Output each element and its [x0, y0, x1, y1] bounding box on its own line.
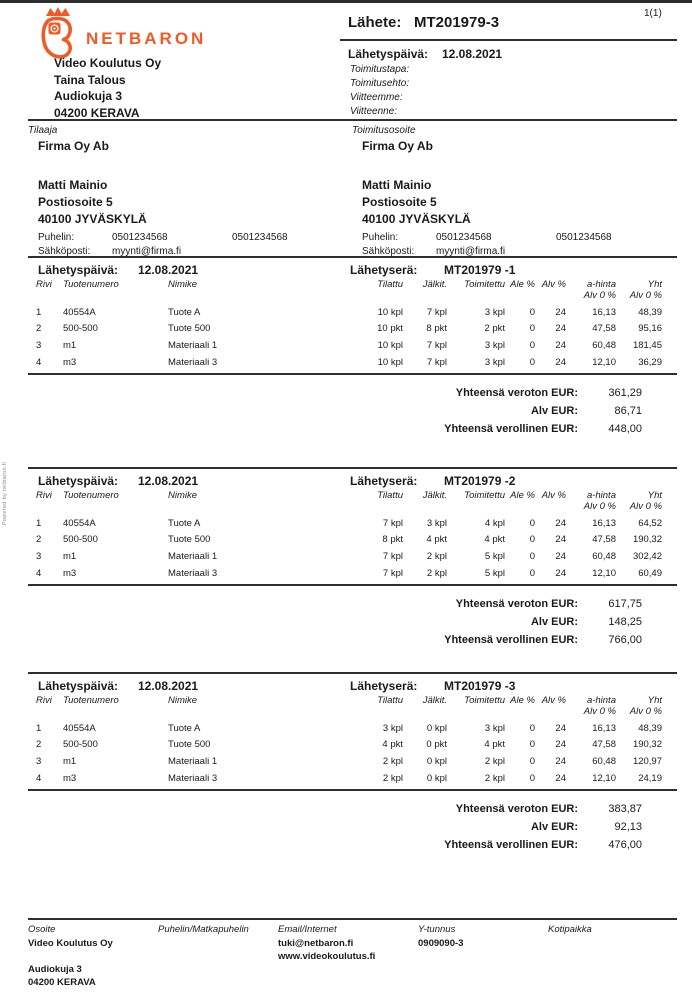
col-header-alv0: Alv 0 % [629, 501, 662, 512]
phone-number: 0501234568 [112, 232, 168, 243]
table-cell: 2 [36, 323, 42, 335]
col-header-ahinta: a-hinta [586, 279, 616, 290]
col-header-ahinta: a-hinta [586, 695, 616, 706]
col-header-ale: Ale % [510, 490, 535, 501]
table-cell: 500-500 [63, 739, 98, 751]
col-header-tuotenumero: Tuotenumero [63, 695, 119, 706]
email-value: myynti@firma.fi [436, 246, 506, 257]
table-cell: 10 pkt [377, 323, 403, 335]
footer-column-label: Email/Internet [278, 924, 337, 935]
table-cell: 7 kpl [382, 517, 403, 529]
total-value: 86,71 [614, 405, 642, 418]
table-cell: 40554A [63, 306, 96, 318]
table-cell: 2 kpl [382, 755, 403, 767]
table-row [28, 337, 662, 354]
table-cell: 64,52 [638, 517, 662, 529]
table-cell: 2 kpl [382, 772, 403, 784]
col-header-nimike: Nimike [168, 695, 198, 706]
col-header-ale: Ale % [510, 695, 535, 706]
table-cell: 24 [555, 550, 566, 562]
shipment-date-label: Lähetyspäivä: [38, 263, 119, 277]
table-body [28, 720, 677, 786]
shipment-batch-number: MT201979 -1 [444, 263, 516, 277]
totals-block [28, 384, 677, 438]
table-cell: 2 kpl [426, 567, 447, 579]
table-cell: Tuote 500 [168, 534, 211, 546]
total-label: Yhteensä verollinen EUR: [444, 634, 578, 647]
total-label: Yhteensä veroton EUR: [455, 803, 578, 816]
orderer-street: Postiosoite 5 [38, 195, 113, 209]
table-cell: 120,97 [632, 755, 662, 767]
table-cell: 1 [36, 306, 42, 318]
title-divider [340, 39, 677, 41]
table-cell: 0 [529, 739, 535, 751]
table-cell: 36,29 [638, 356, 662, 368]
footer-columns [28, 924, 677, 988]
table-cell: 1 [36, 517, 42, 529]
table-row [28, 753, 662, 770]
sender-street: Audiokuja 3 [54, 89, 123, 103]
table-cell: Materiaali 3 [168, 356, 218, 368]
table-row [28, 720, 662, 737]
table-cell: 500-500 [63, 534, 98, 546]
col-header-tuotenumero: Tuotenumero [63, 279, 119, 290]
total-row [28, 836, 642, 854]
table-cell: 60,49 [638, 567, 662, 579]
footer-column [418, 924, 463, 950]
table-cell: 4 kpl [484, 517, 505, 529]
field-your-reference: Viitteenne: [350, 106, 398, 117]
col-header-nimike: Nimike [168, 490, 198, 501]
table-cell: 500-500 [63, 323, 98, 335]
delivery-street: Postiosoite 5 [362, 195, 437, 209]
table-cell: 2 kpl [484, 755, 505, 767]
total-row [28, 402, 642, 420]
col-header-jalkit: Jälkit. [422, 490, 447, 501]
shipment-block [28, 672, 677, 854]
table-cell: 0 [529, 356, 535, 368]
phone-label: Puhelin: [38, 232, 75, 243]
col-header-jalkit: Jälkit. [422, 695, 447, 706]
col-header-yht: Yht [647, 279, 662, 290]
table-cell: 3 [36, 339, 42, 351]
table-cell: Tuote 500 [168, 323, 211, 335]
col-header-tilattu: Tilattu [377, 695, 403, 706]
table-row [28, 321, 662, 338]
col-header-alv0: Alv 0 % [629, 706, 662, 717]
col-header-yht: Yht [647, 490, 662, 501]
page-top-border [0, 0, 692, 3]
page-number: 1(1) [644, 8, 662, 19]
table-cell: 0 [529, 534, 535, 546]
table-bottom-divider [28, 789, 677, 791]
total-label: Yhteensä veroton EUR: [455, 598, 578, 611]
table-body [28, 304, 677, 370]
footer-column [278, 924, 375, 963]
email-label: Sähköposti: [38, 246, 91, 257]
table-cell: 0 [529, 722, 535, 734]
table-cell: 24 [555, 306, 566, 318]
table-cell: 12,10 [592, 567, 616, 579]
email-label: Sähköposti: [362, 246, 415, 257]
col-header-yht: Yht [647, 695, 662, 706]
total-row [28, 631, 642, 649]
table-cell: 3 kpl [484, 722, 505, 734]
shipment-date-value: 12.08.2021 [138, 263, 199, 277]
table-cell: 24 [555, 567, 566, 579]
shipment-date-label: Lähetyspäivä: [38, 474, 119, 488]
table-row [28, 565, 662, 582]
table-cell: 24 [555, 755, 566, 767]
orderer-city: 40100 JYVÄSKYLÄ [38, 212, 147, 226]
table-body [28, 515, 677, 581]
orderer-person: Matti Mainio [38, 178, 108, 192]
table-cell: 12,10 [592, 356, 616, 368]
table-cell: 24 [555, 722, 566, 734]
footer-line [28, 950, 113, 963]
orderer-block [28, 119, 348, 257]
delivery-person: Matti Mainio [362, 178, 432, 192]
table-cell: 48,39 [638, 722, 662, 734]
footer-divider [28, 918, 677, 920]
table-cell: 60,48 [592, 339, 616, 351]
table-cell: 2 pkt [484, 323, 505, 335]
table-cell: Tuote 500 [168, 739, 211, 751]
shipment-date-label: Lähetyspäivä: [38, 679, 119, 693]
total-label: Yhteensä veroton EUR: [455, 387, 578, 400]
table-cell: 16,13 [592, 517, 616, 529]
col-header-tilattu: Tilattu [377, 279, 403, 290]
footer-column-label: Y-tunnus [418, 924, 456, 935]
table-cell: 7 kpl [426, 356, 447, 368]
orderer-address [38, 177, 147, 228]
table-cell: 24 [555, 356, 566, 368]
col-header-rivi: Rivi [36, 695, 52, 706]
total-value: 766,00 [608, 634, 642, 647]
col-header-alv0: Alv 0 % [583, 501, 616, 512]
dispatch-date-value: 12.08.2021 [442, 47, 503, 61]
table-cell: 190,32 [632, 534, 662, 546]
table-cell: 10 kpl [377, 339, 403, 351]
table-row [28, 304, 662, 321]
table-cell: 4 [36, 567, 42, 579]
table-cell: 0 [529, 323, 535, 335]
table-cell: Materiaali 1 [168, 339, 218, 351]
field-delivery-method: Toimitustapa: [350, 64, 410, 75]
table-cell: 60,48 [592, 755, 616, 767]
table-cell: 4 pkt [426, 534, 447, 546]
table-cell: Tuote A [168, 722, 201, 734]
delivery-address [362, 177, 471, 228]
field-our-reference: Viitteemme: [350, 92, 403, 103]
table-cell: 5 kpl [484, 550, 505, 562]
shipment-block [28, 467, 677, 649]
table-cell: 40554A [63, 722, 96, 734]
table-cell: 24,19 [638, 772, 662, 784]
table-cell: 4 pkt [484, 739, 505, 751]
table-cell: 0 [529, 550, 535, 562]
table-row [28, 354, 662, 371]
table-cell: 8 pkt [426, 323, 447, 335]
shipment-block [28, 256, 677, 438]
table-cell: 0 [529, 339, 535, 351]
footer-column [548, 924, 592, 937]
table-cell: 10 kpl [377, 306, 403, 318]
phone-label: Puhelin: [362, 232, 399, 243]
table-cell: Materiaali 3 [168, 772, 218, 784]
table-cell: 24 [555, 517, 566, 529]
dispatch-date-label: Lähetyspäivä: [348, 47, 429, 61]
table-cell: 60,48 [592, 550, 616, 562]
table-cell: 3 kpl [426, 517, 447, 529]
table-cell: 7 kpl [426, 306, 447, 318]
total-row [28, 613, 642, 631]
shipment-batch-label: Lähetyserä: [350, 263, 418, 277]
table-bottom-divider [28, 373, 677, 375]
table-cell: 95,16 [638, 323, 662, 335]
footer-line: www.videokoulutus.fi [278, 951, 376, 962]
footer-column [28, 924, 113, 989]
sender-address-block [54, 55, 161, 121]
table-cell: 16,13 [592, 722, 616, 734]
total-value: 383,87 [608, 803, 642, 816]
shipment-date-value: 12.08.2021 [138, 474, 199, 488]
table-cell: 2 kpl [484, 772, 505, 784]
total-row [28, 595, 642, 613]
table-cell: m3 [63, 356, 77, 368]
total-value: 92,13 [614, 821, 642, 834]
col-header-toimitettu: Toimitettu [464, 695, 505, 706]
table-cell: m1 [63, 755, 77, 767]
table-row [28, 532, 662, 549]
col-header-alv: Alv % [541, 695, 566, 706]
footer-line: Video Koulutus Oy [28, 938, 113, 949]
table-cell: 3 [36, 550, 42, 562]
table-cell: 7 kpl [382, 567, 403, 579]
mobile-number: 0501234568 [232, 232, 288, 243]
totals-block [28, 800, 677, 854]
shipment-header [28, 469, 677, 490]
brand-name: NETBARON [86, 29, 207, 48]
footer-column [158, 924, 249, 937]
table-cell: 4 [36, 356, 42, 368]
table-header-row [28, 695, 662, 706]
col-header-nimike: Nimike [168, 279, 198, 290]
shipment-batch-label: Lähetyserä: [350, 474, 418, 488]
phone-number: 0501234568 [436, 232, 492, 243]
table-cell: 190,32 [632, 739, 662, 751]
shipment-batch-number: MT201979 -2 [444, 474, 516, 488]
footer-column-label: Puhelin/Matkapuhelin [158, 924, 249, 935]
footer-line: 0909090-3 [418, 938, 464, 949]
powered-by-watermark: Powered by netbaron.fi [2, 462, 8, 526]
table-cell: 0 [529, 772, 535, 784]
table-cell: m3 [63, 772, 77, 784]
table-cell: m3 [63, 567, 77, 579]
shipment-date-value: 12.08.2021 [138, 679, 199, 693]
table-cell: 3 [36, 755, 42, 767]
footer-line: Audiokuja 3 [28, 964, 82, 975]
table-cell: 3 kpl [484, 356, 505, 368]
table-cell: 0 pkt [426, 739, 447, 751]
table-cell: m1 [63, 339, 77, 351]
col-header-alv0: Alv 0 % [583, 706, 616, 717]
table-cell: Materiaali 1 [168, 755, 218, 767]
orderer-heading: Tilaaja [28, 125, 58, 136]
table-cell: 3 kpl [484, 306, 505, 318]
table-cell: 4 [36, 772, 42, 784]
table-cell: 16,13 [592, 306, 616, 318]
table-cell: 181,45 [632, 339, 662, 351]
footer-column-label: Kotipaikka [548, 924, 592, 935]
table-cell: 2 [36, 739, 42, 751]
table-row [28, 770, 662, 787]
table-cell: 4 pkt [382, 739, 403, 751]
total-label: Alv EUR: [530, 405, 578, 418]
totals-block [28, 595, 677, 649]
table-cell: 10 kpl [377, 356, 403, 368]
orderer-company: Firma Oy Ab [38, 139, 109, 153]
table-header-row2 [28, 501, 662, 512]
field-delivery-terms: Toimitusehto: [350, 78, 410, 89]
table-cell: 0 [529, 755, 535, 767]
col-header-rivi: Rivi [36, 279, 52, 290]
col-header-alv: Alv % [541, 279, 566, 290]
table-cell: 302,42 [632, 550, 662, 562]
table-row [28, 515, 662, 532]
document-number: MT201979-3 [414, 14, 500, 31]
total-row [28, 384, 642, 402]
footer-line: tuki@netbaron.fi [278, 938, 354, 949]
shipment-header [28, 258, 677, 279]
total-label: Alv EUR: [530, 616, 578, 629]
table-cell: 47,58 [592, 739, 616, 751]
table-cell: 40554A [63, 517, 96, 529]
table-cell: Tuote A [168, 517, 201, 529]
table-cell: 2 [36, 534, 42, 546]
total-label: Alv EUR: [530, 821, 578, 834]
table-cell: 2 kpl [426, 550, 447, 562]
table-row [28, 548, 662, 565]
table-cell: 24 [555, 534, 566, 546]
table-row [28, 737, 662, 754]
table-cell: 7 kpl [382, 550, 403, 562]
table-cell: 47,58 [592, 323, 616, 335]
col-header-jalkit: Jälkit. [422, 279, 447, 290]
document-title-label: Lähete: [348, 14, 402, 31]
col-header-toimitettu: Toimitettu [464, 490, 505, 501]
table-cell: 0 kpl [426, 772, 447, 784]
col-header-ahinta: a-hinta [586, 490, 616, 501]
table-cell: 24 [555, 739, 566, 751]
col-header-alv0: Alv 0 % [629, 290, 662, 301]
col-header-tuotenumero: Tuotenumero [63, 490, 119, 501]
sender-name: Video Koulutus Oy [54, 56, 162, 70]
shipment-batch-number: MT201979 -3 [444, 679, 516, 693]
total-value: 148,25 [608, 616, 642, 629]
table-cell: 48,39 [638, 306, 662, 318]
table-cell: 47,58 [592, 534, 616, 546]
table-header-row [28, 279, 662, 290]
table-cell: 3 kpl [484, 339, 505, 351]
delivery-city: 40100 JYVÄSKYLÄ [362, 212, 471, 226]
table-cell: Materiaali 1 [168, 550, 218, 562]
total-row [28, 420, 642, 438]
delivery-address-block [352, 119, 672, 257]
total-label: Yhteensä verollinen EUR: [444, 423, 578, 436]
shipment-batch-label: Lähetyserä: [350, 679, 418, 693]
table-cell: 24 [555, 339, 566, 351]
table-cell: 5 kpl [484, 567, 505, 579]
sender-city: 04200 KERAVA [54, 105, 140, 120]
table-cell: 4 pkt [484, 534, 505, 546]
shipment-header [28, 674, 677, 695]
delivery-company: Firma Oy Ab [362, 139, 433, 153]
table-bottom-divider [28, 584, 677, 586]
col-header-alv0: Alv 0 % [583, 290, 616, 301]
footer-column-label: Osoite [28, 924, 56, 935]
table-cell: 7 kpl [426, 339, 447, 351]
table-cell: 0 [529, 517, 535, 529]
col-header-alv: Alv % [541, 490, 566, 501]
table-cell: 1 [36, 722, 42, 734]
footer-line: 04200 KERAVA [28, 977, 96, 988]
table-cell: 24 [555, 772, 566, 784]
table-cell: 0 [529, 567, 535, 579]
table-cell: 0 kpl [426, 722, 447, 734]
col-header-tilattu: Tilattu [377, 490, 403, 501]
total-row [28, 800, 642, 818]
table-cell: m1 [63, 550, 77, 562]
sender-contact: Taina Talous [54, 72, 126, 87]
table-cell: Materiaali 3 [168, 567, 218, 579]
table-cell: 0 kpl [426, 755, 447, 767]
delivery-heading: Toimitusosoite [352, 125, 416, 136]
col-header-toimitettu: Toimitettu [464, 279, 505, 290]
total-value: 361,29 [608, 387, 642, 400]
total-label: Yhteensä verollinen EUR: [444, 839, 578, 852]
table-header-row [28, 490, 662, 501]
table-cell: Tuote A [168, 306, 201, 318]
total-value: 476,00 [608, 839, 642, 852]
table-cell: 8 pkt [382, 534, 403, 546]
total-row [28, 818, 642, 836]
table-cell: 12,10 [592, 772, 616, 784]
email-value: myynti@firma.fi [112, 246, 182, 257]
table-cell: 0 [529, 306, 535, 318]
table-cell: 24 [555, 323, 566, 335]
total-value: 448,00 [608, 423, 642, 436]
mobile-number: 0501234568 [556, 232, 612, 243]
document-fields [350, 63, 409, 119]
table-cell: 3 kpl [382, 722, 403, 734]
table-header-row2 [28, 706, 662, 717]
col-header-ale: Ale % [510, 279, 535, 290]
col-header-rivi: Rivi [36, 490, 52, 501]
table-header-row2 [28, 290, 662, 301]
total-value: 617,75 [608, 598, 642, 611]
